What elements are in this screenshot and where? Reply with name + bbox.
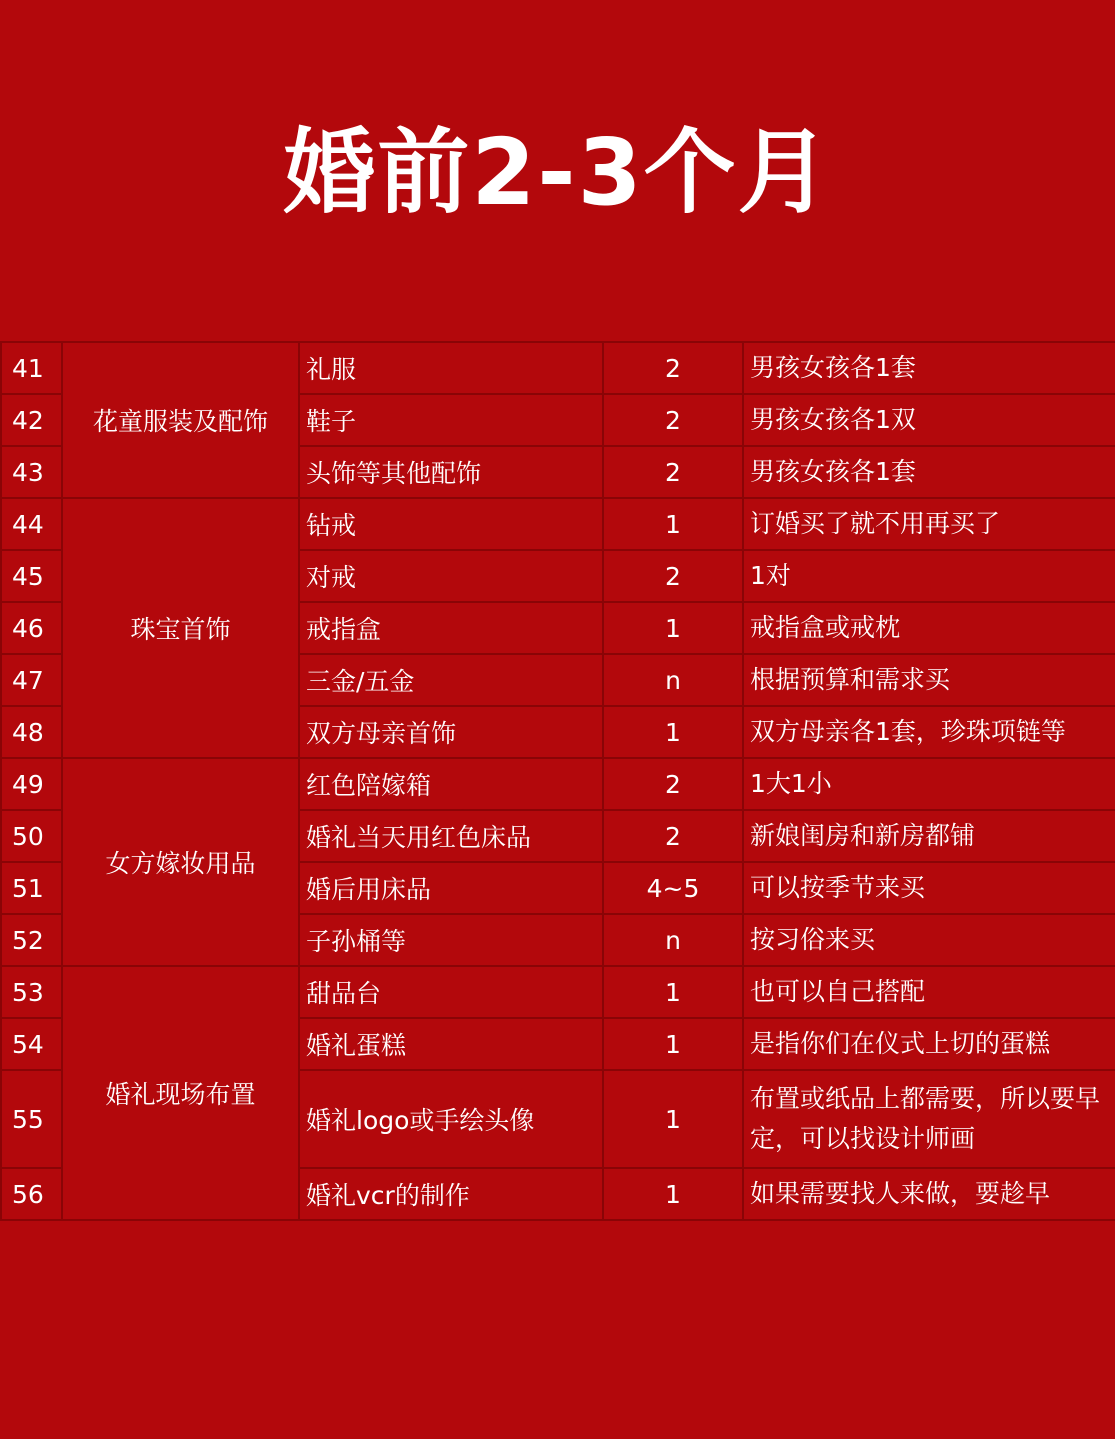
item-cell: 红色陪嫁箱 (299, 758, 603, 810)
note-cell: 新娘闺房和新房都铺 (743, 810, 1115, 862)
item-cell: 婚礼蛋糕 (299, 1018, 603, 1070)
qty-cell: n (603, 654, 743, 706)
item-cell: 子孙桶等 (299, 914, 603, 966)
row-number: 44 (1, 498, 62, 550)
note-cell: 订婚买了就不用再买了 (743, 498, 1115, 550)
item-cell: 鞋子 (299, 394, 603, 446)
qty-cell: 2 (603, 758, 743, 810)
qty-cell: 1 (603, 966, 743, 1018)
note-cell: 1对 (743, 550, 1115, 602)
row-number: 43 (1, 446, 62, 498)
row-number: 54 (1, 1018, 62, 1070)
table-row (1, 342, 1115, 394)
item-cell: 双方母亲首饰 (299, 706, 603, 758)
note-cell: 是指你们在仪式上切的蛋糕 (743, 1018, 1115, 1070)
qty-cell: 1 (603, 706, 743, 758)
note-cell: 布置或纸品上都需要，所以要早定，可以找设计师画 (743, 1070, 1115, 1168)
qty-cell: 2 (603, 810, 743, 862)
row-number: 52 (1, 914, 62, 966)
category-cell: 婚礼现场布置 (62, 966, 299, 1220)
item-cell: 礼服 (299, 342, 603, 394)
item-cell: 甜品台 (299, 966, 603, 1018)
note-cell: 1大1小 (743, 758, 1115, 810)
note-cell: 双方母亲各1套，珍珠项链等 (743, 706, 1115, 758)
note-cell: 可以按季节来买 (743, 862, 1115, 914)
note-cell: 男孩女孩各1套 (743, 446, 1115, 498)
item-cell: 戒指盒 (299, 602, 603, 654)
table-row (1, 758, 1115, 810)
qty-cell: 2 (603, 446, 743, 498)
qty-cell: 2 (603, 550, 743, 602)
qty-cell: 1 (603, 602, 743, 654)
row-number: 55 (1, 1070, 62, 1168)
note-cell: 男孩女孩各1套 (743, 342, 1115, 394)
checklist-table (0, 341, 1115, 1221)
page-title: 婚前2-3个月 (283, 119, 832, 226)
note-cell: 按习俗来买 (743, 914, 1115, 966)
row-number: 50 (1, 810, 62, 862)
row-number: 48 (1, 706, 62, 758)
row-number: 46 (1, 602, 62, 654)
item-cell: 婚后用床品 (299, 862, 603, 914)
qty-cell: 1 (603, 498, 743, 550)
qty-cell: 4~5 (603, 862, 743, 914)
note-cell: 如果需要找人来做，要趁早 (743, 1168, 1115, 1220)
qty-cell: 1 (603, 1168, 743, 1220)
row-number: 56 (1, 1168, 62, 1220)
item-cell: 对戒 (299, 550, 603, 602)
category-cell: 花童服装及配饰 (62, 342, 299, 498)
table-row (1, 498, 1115, 550)
note-cell: 也可以自己搭配 (743, 966, 1115, 1018)
qty-cell: n (603, 914, 743, 966)
item-cell: 钻戒 (299, 498, 603, 550)
row-number: 45 (1, 550, 62, 602)
item-cell: 婚礼当天用红色床品 (299, 810, 603, 862)
qty-cell: 1 (603, 1018, 743, 1070)
item-cell: 三金/五金 (299, 654, 603, 706)
row-number: 53 (1, 966, 62, 1018)
row-number: 51 (1, 862, 62, 914)
item-cell: 头饰等其他配饰 (299, 446, 603, 498)
note-cell: 根据预算和需求买 (743, 654, 1115, 706)
category-cell: 珠宝首饰 (62, 498, 299, 758)
table-row (1, 966, 1115, 1018)
qty-cell: 2 (603, 342, 743, 394)
qty-cell: 1 (603, 1070, 743, 1168)
qty-cell: 2 (603, 394, 743, 446)
row-number: 49 (1, 758, 62, 810)
row-number: 47 (1, 654, 62, 706)
item-cell: 婚礼vcr的制作 (299, 1168, 603, 1220)
row-number: 41 (1, 342, 62, 394)
item-cell: 婚礼logo或手绘头像 (299, 1070, 603, 1168)
note-cell: 男孩女孩各1双 (743, 394, 1115, 446)
category-cell: 女方嫁妆用品 (62, 758, 299, 966)
note-cell: 戒指盒或戒枕 (743, 602, 1115, 654)
row-number: 42 (1, 394, 62, 446)
